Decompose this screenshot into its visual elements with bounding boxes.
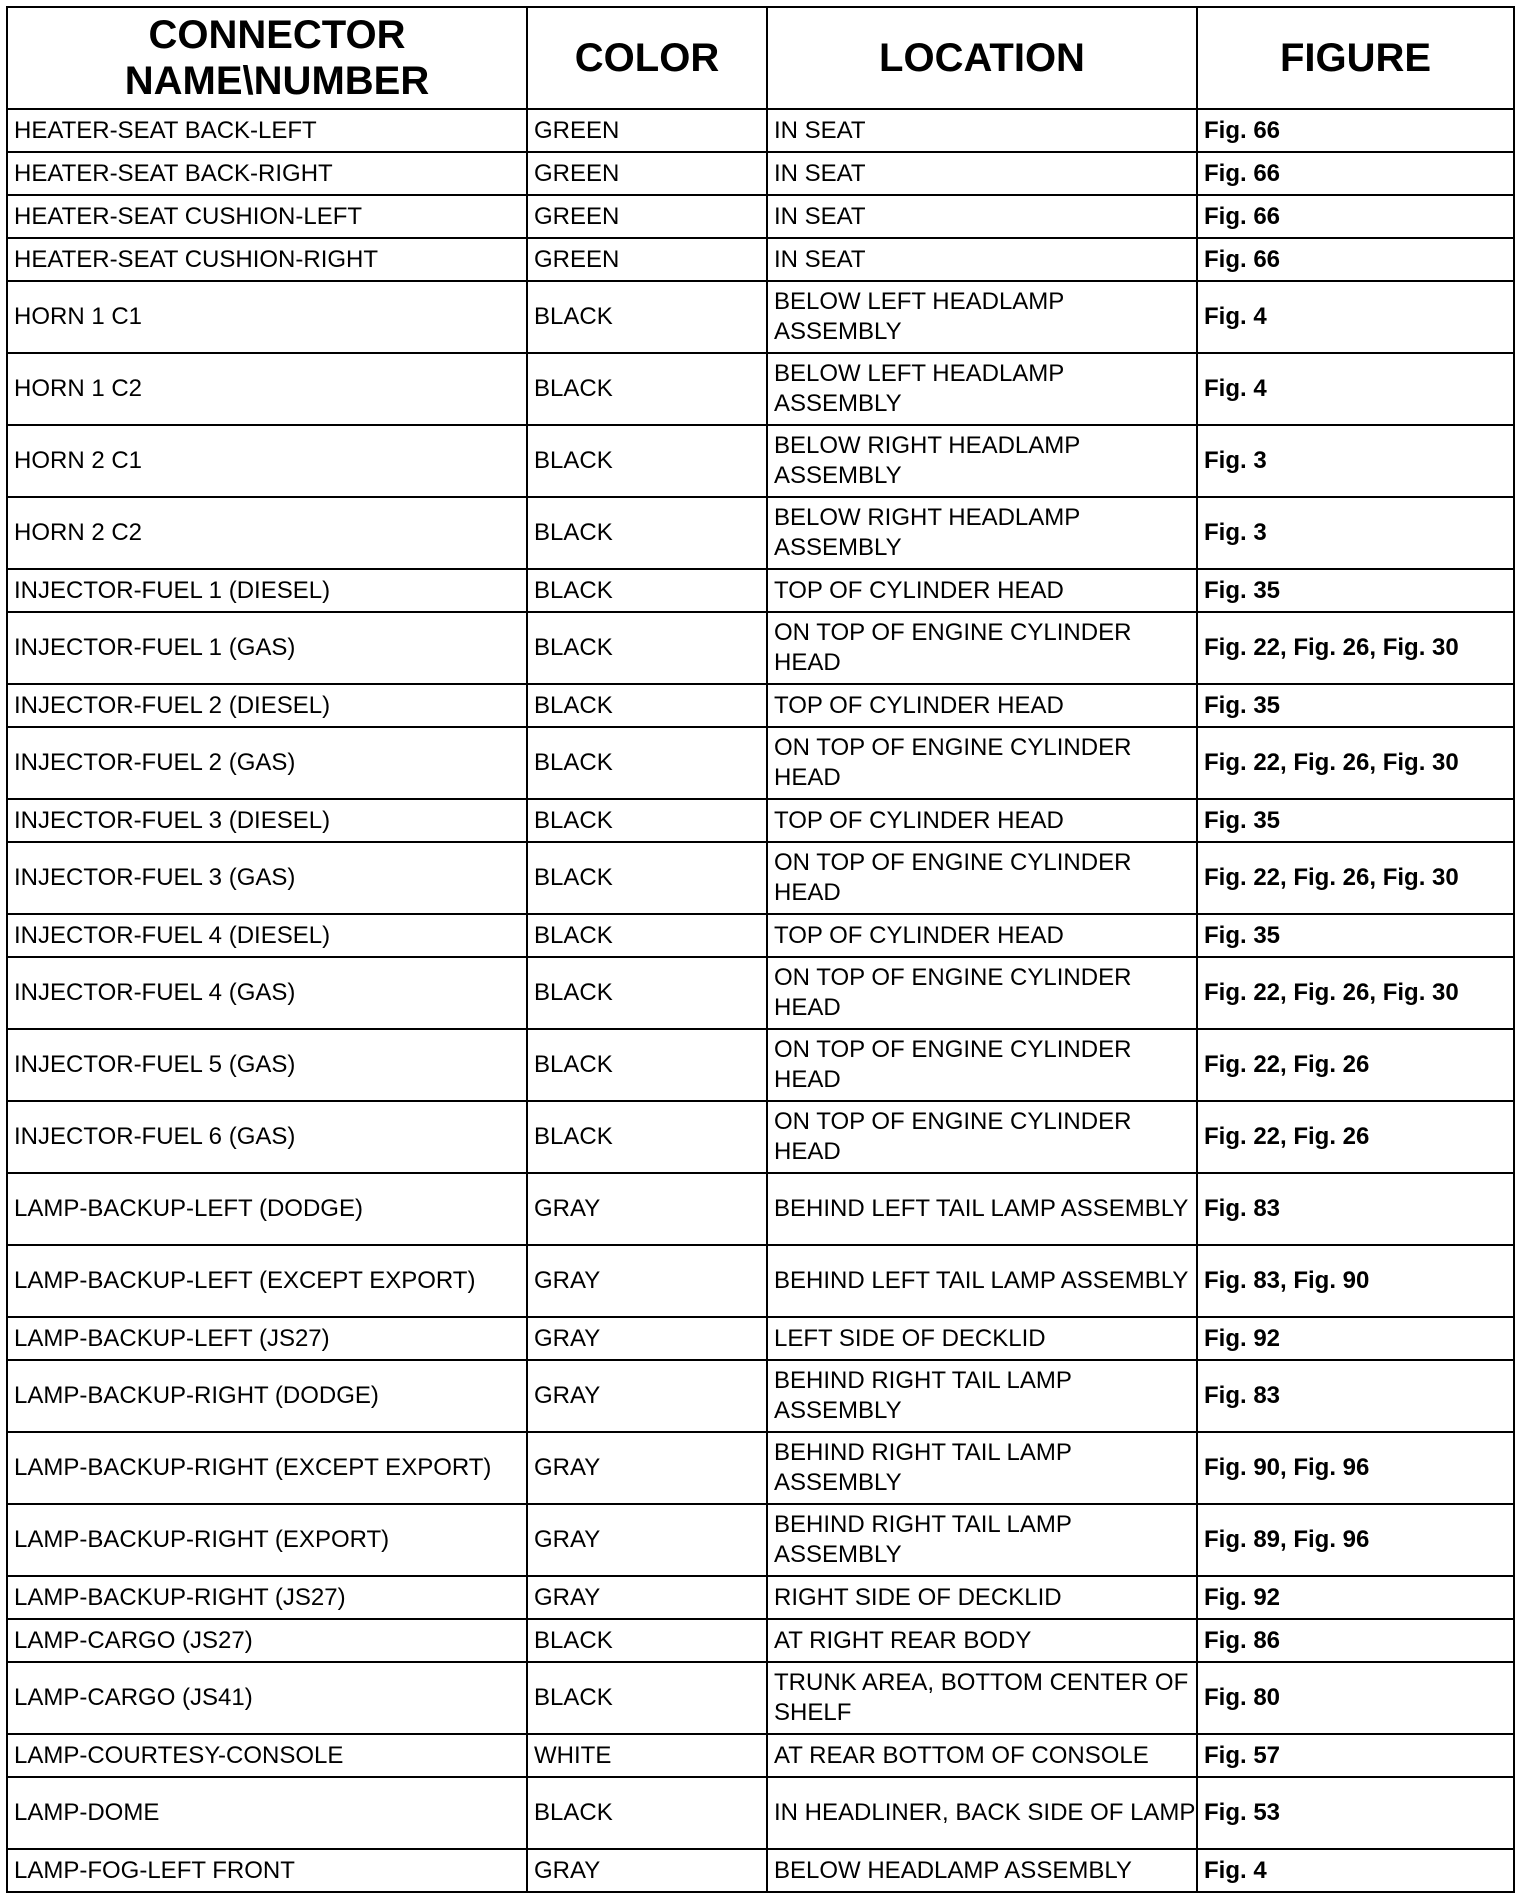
connector-name-cell: LAMP-BACKUP-RIGHT (EXPORT): [7, 1504, 527, 1576]
color-cell: BLACK: [527, 612, 767, 684]
table-row: [7, 195, 1514, 238]
color-cell: GREEN: [527, 152, 767, 195]
location-cell: BEHIND LEFT TAIL LAMP ASSEMBLY: [767, 1173, 1197, 1245]
table-row: [7, 281, 1514, 353]
location-cell: BEHIND RIGHT TAIL LAMP ASSEMBLY: [767, 1360, 1197, 1432]
connector-name-cell: INJECTOR-FUEL 2 (DIESEL): [7, 684, 527, 727]
table-row: [7, 1777, 1514, 1849]
figure-cell: Fig. 53: [1197, 1777, 1514, 1849]
connector-name-cell: INJECTOR-FUEL 4 (GAS): [7, 957, 527, 1029]
connector-name-cell: HORN 2 C1: [7, 425, 527, 497]
color-cell: BLACK: [527, 1619, 767, 1662]
figure-cell: Fig. 35: [1197, 569, 1514, 612]
connector-name-cell: LAMP-DOME: [7, 1777, 527, 1849]
location-cell: ON TOP OF ENGINE CYLINDER HEAD: [767, 957, 1197, 1029]
connector-name-cell: LAMP-FOG-LEFT FRONT: [7, 1849, 527, 1892]
color-cell: BLACK: [527, 1101, 767, 1173]
table-row: [7, 152, 1514, 195]
connector-name-cell: LAMP-CARGO (JS27): [7, 1619, 527, 1662]
connector-table: [6, 6, 1515, 1893]
table-row: [7, 497, 1514, 569]
table-row: [7, 1029, 1514, 1101]
location-cell: BELOW RIGHT HEADLAMP ASSEMBLY: [767, 497, 1197, 569]
figure-cell: Fig. 22, Fig. 26, Fig. 30: [1197, 842, 1514, 914]
connector-name-cell: INJECTOR-FUEL 3 (DIESEL): [7, 799, 527, 842]
table-row: [7, 612, 1514, 684]
table-row: [7, 1576, 1514, 1619]
figure-cell: Fig. 66: [1197, 195, 1514, 238]
table-row: [7, 1734, 1514, 1777]
table-row: [7, 109, 1514, 152]
color-cell: GREEN: [527, 195, 767, 238]
figure-cell: Fig. 22, Fig. 26, Fig. 30: [1197, 612, 1514, 684]
figure-cell: Fig. 92: [1197, 1317, 1514, 1360]
location-cell: BELOW HEADLAMP ASSEMBLY: [767, 1849, 1197, 1892]
connector-name-cell: INJECTOR-FUEL 1 (GAS): [7, 612, 527, 684]
figure-cell: Fig. 22, Fig. 26, Fig. 30: [1197, 727, 1514, 799]
location-cell: AT RIGHT REAR BODY: [767, 1619, 1197, 1662]
location-cell: ON TOP OF ENGINE CYLINDER HEAD: [767, 727, 1197, 799]
header-location: LOCATION: [767, 7, 1197, 109]
connector-name-cell: LAMP-COURTESY-CONSOLE: [7, 1734, 527, 1777]
color-cell: BLACK: [527, 353, 767, 425]
connector-name-cell: LAMP-BACKUP-LEFT (DODGE): [7, 1173, 527, 1245]
header-connector-name: CONNECTOR NAME\NUMBER: [7, 7, 527, 109]
figure-cell: Fig. 83: [1197, 1173, 1514, 1245]
figure-cell: Fig. 4: [1197, 353, 1514, 425]
location-cell: TOP OF CYLINDER HEAD: [767, 914, 1197, 957]
color-cell: GRAY: [527, 1173, 767, 1245]
table-row: [7, 353, 1514, 425]
location-cell: TOP OF CYLINDER HEAD: [767, 684, 1197, 727]
figure-cell: Fig. 22, Fig. 26, Fig. 30: [1197, 957, 1514, 1029]
figure-cell: Fig. 83, Fig. 90: [1197, 1245, 1514, 1317]
location-cell: TOP OF CYLINDER HEAD: [767, 569, 1197, 612]
figure-cell: Fig. 22, Fig. 26: [1197, 1101, 1514, 1173]
color-cell: WHITE: [527, 1734, 767, 1777]
color-cell: GRAY: [527, 1245, 767, 1317]
connector-name-cell: HEATER-SEAT BACK-RIGHT: [7, 152, 527, 195]
table-row: [7, 1504, 1514, 1576]
color-cell: BLACK: [527, 727, 767, 799]
location-cell: ON TOP OF ENGINE CYLINDER HEAD: [767, 1101, 1197, 1173]
location-cell: TRUNK AREA, BOTTOM CENTER OF SHELF: [767, 1662, 1197, 1734]
connector-name-cell: LAMP-BACKUP-RIGHT (JS27): [7, 1576, 527, 1619]
table-row: [7, 569, 1514, 612]
location-cell: BELOW RIGHT HEADLAMP ASSEMBLY: [767, 425, 1197, 497]
color-cell: BLACK: [527, 425, 767, 497]
figure-cell: Fig. 3: [1197, 497, 1514, 569]
figure-cell: Fig. 4: [1197, 1849, 1514, 1892]
figure-cell: Fig. 57: [1197, 1734, 1514, 1777]
table-row: [7, 727, 1514, 799]
figure-cell: Fig. 3: [1197, 425, 1514, 497]
connector-name-cell: INJECTOR-FUEL 3 (GAS): [7, 842, 527, 914]
figure-cell: Fig. 89, Fig. 96: [1197, 1504, 1514, 1576]
connector-name-cell: HORN 1 C2: [7, 353, 527, 425]
location-cell: IN SEAT: [767, 109, 1197, 152]
location-cell: BELOW LEFT HEADLAMP ASSEMBLY: [767, 353, 1197, 425]
figure-cell: Fig. 4: [1197, 281, 1514, 353]
location-cell: BELOW LEFT HEADLAMP ASSEMBLY: [767, 281, 1197, 353]
table-row: [7, 914, 1514, 957]
location-cell: BEHIND RIGHT TAIL LAMP ASSEMBLY: [767, 1432, 1197, 1504]
figure-cell: Fig. 80: [1197, 1662, 1514, 1734]
color-cell: BLACK: [527, 1029, 767, 1101]
location-cell: IN SEAT: [767, 195, 1197, 238]
connector-name-cell: INJECTOR-FUEL 4 (DIESEL): [7, 914, 527, 957]
color-cell: BLACK: [527, 799, 767, 842]
color-cell: GRAY: [527, 1504, 767, 1576]
connector-name-cell: LAMP-BACKUP-RIGHT (EXCEPT EXPORT): [7, 1432, 527, 1504]
figure-cell: Fig. 86: [1197, 1619, 1514, 1662]
connector-name-cell: INJECTOR-FUEL 1 (DIESEL): [7, 569, 527, 612]
connector-name-cell: INJECTOR-FUEL 5 (GAS): [7, 1029, 527, 1101]
connector-name-cell: HEATER-SEAT CUSHION-RIGHT: [7, 238, 527, 281]
table-row: [7, 1245, 1514, 1317]
figure-cell: Fig. 66: [1197, 238, 1514, 281]
figure-cell: Fig. 66: [1197, 152, 1514, 195]
location-cell: LEFT SIDE OF DECKLID: [767, 1317, 1197, 1360]
figure-cell: Fig. 35: [1197, 684, 1514, 727]
header-color: COLOR: [527, 7, 767, 109]
table-row: [7, 1432, 1514, 1504]
header-figure: FIGURE: [1197, 7, 1514, 109]
location-cell: IN SEAT: [767, 238, 1197, 281]
color-cell: BLACK: [527, 497, 767, 569]
figure-cell: Fig. 90, Fig. 96: [1197, 1432, 1514, 1504]
connector-name-cell: LAMP-BACKUP-LEFT (EXCEPT EXPORT): [7, 1245, 527, 1317]
location-cell: ON TOP OF ENGINE CYLINDER HEAD: [767, 612, 1197, 684]
connector-name-cell: LAMP-BACKUP-LEFT (JS27): [7, 1317, 527, 1360]
table-row: [7, 1173, 1514, 1245]
table-row: [7, 1317, 1514, 1360]
table-row: [7, 957, 1514, 1029]
figure-cell: Fig. 35: [1197, 799, 1514, 842]
table-row: [7, 1849, 1514, 1892]
connector-name-cell: INJECTOR-FUEL 6 (GAS): [7, 1101, 527, 1173]
location-cell: BEHIND RIGHT TAIL LAMP ASSEMBLY: [767, 1504, 1197, 1576]
connector-name-cell: HEATER-SEAT BACK-LEFT: [7, 109, 527, 152]
figure-cell: Fig. 66: [1197, 109, 1514, 152]
color-cell: GRAY: [527, 1360, 767, 1432]
location-cell: ON TOP OF ENGINE CYLINDER HEAD: [767, 842, 1197, 914]
color-cell: BLACK: [527, 1662, 767, 1734]
color-cell: BLACK: [527, 957, 767, 1029]
color-cell: GRAY: [527, 1576, 767, 1619]
location-cell: IN HEADLINER, BACK SIDE OF LAMP: [767, 1777, 1197, 1849]
connector-name-cell: LAMP-BACKUP-RIGHT (DODGE): [7, 1360, 527, 1432]
color-cell: GRAY: [527, 1317, 767, 1360]
connector-name-cell: INJECTOR-FUEL 2 (GAS): [7, 727, 527, 799]
location-cell: RIGHT SIDE OF DECKLID: [767, 1576, 1197, 1619]
color-cell: GREEN: [527, 238, 767, 281]
table-row: [7, 1360, 1514, 1432]
color-cell: BLACK: [527, 281, 767, 353]
color-cell: GRAY: [527, 1432, 767, 1504]
connector-name-cell: HORN 2 C2: [7, 497, 527, 569]
location-cell: ON TOP OF ENGINE CYLINDER HEAD: [767, 1029, 1197, 1101]
table-row: [7, 1662, 1514, 1734]
location-cell: TOP OF CYLINDER HEAD: [767, 799, 1197, 842]
table-row: [7, 684, 1514, 727]
connector-name-cell: HEATER-SEAT CUSHION-LEFT: [7, 195, 527, 238]
table-row: [7, 799, 1514, 842]
table-row: [7, 1619, 1514, 1662]
location-cell: BEHIND LEFT TAIL LAMP ASSEMBLY: [767, 1245, 1197, 1317]
connector-name-cell: HORN 1 C1: [7, 281, 527, 353]
figure-cell: Fig. 83: [1197, 1360, 1514, 1432]
figure-cell: Fig. 92: [1197, 1576, 1514, 1619]
table-row: [7, 238, 1514, 281]
table-row: [7, 842, 1514, 914]
table-row: [7, 425, 1514, 497]
color-cell: BLACK: [527, 914, 767, 957]
header-row: [7, 7, 1514, 109]
figure-cell: Fig. 22, Fig. 26: [1197, 1029, 1514, 1101]
figure-cell: Fig. 35: [1197, 914, 1514, 957]
color-cell: BLACK: [527, 842, 767, 914]
connector-name-cell: LAMP-CARGO (JS41): [7, 1662, 527, 1734]
color-cell: BLACK: [527, 569, 767, 612]
color-cell: BLACK: [527, 1777, 767, 1849]
location-cell: AT REAR BOTTOM OF CONSOLE: [767, 1734, 1197, 1777]
location-cell: IN SEAT: [767, 152, 1197, 195]
color-cell: BLACK: [527, 684, 767, 727]
color-cell: GREEN: [527, 109, 767, 152]
color-cell: GRAY: [527, 1849, 767, 1892]
table-row: [7, 1101, 1514, 1173]
